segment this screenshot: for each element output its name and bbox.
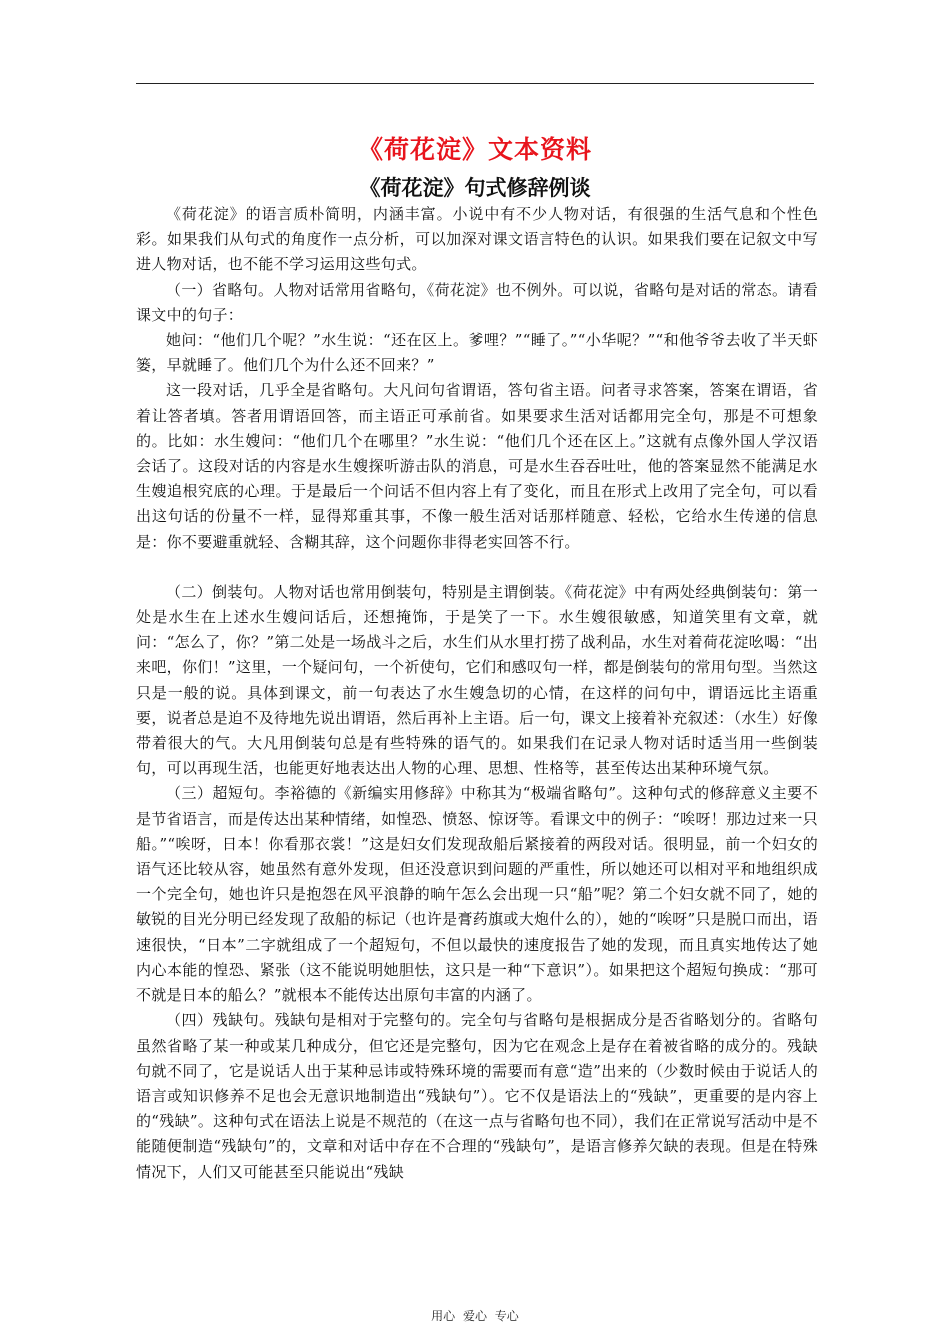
- document-title: 《荷花淀》文本资料: [357, 135, 592, 164]
- header-rule: [136, 83, 814, 84]
- paragraph-dialogue-quote: 她问：“他们几个呢？”水生说：“还在区上。爹哩？”“睡了。”“小华呢？”“和他爷爷去收了半天虾篓，早就睡了。他们几个为什么还不回来？”: [136, 331, 818, 375]
- article-body: [136, 202, 818, 1185]
- paragraph-ellipsis-sentence: （一）省略句。人物对话常用省略句，《荷花淀》也不例外。可以说，省略句是对话的常态。请看课文中的句子：: [136, 280, 818, 324]
- page-footer: 用心 爱心 专心: [431, 1309, 519, 1323]
- document-subtitle: 《荷花淀》句式修辞例谈: [359, 175, 591, 200]
- paragraph-ellipsis-analysis: 这一段对话，几乎全是省略句。大凡问句省谓语，答句省主语。问者寻求答案，答案在谓语，省着让答者填。答者用谓语回答，而主语正可承前省。如果要求生活对话都用完全句，那是不可想象的。比如：水生嫂问：“他们几个在哪里？”水生说：“他们几个还在区上。”这就有点像外国人学汉语会话了。这段对话的内容是水生嫂探听游击队的消息，可是水生吞吞吐吐，他的答案显然不能满足水生嫂追根究底的心理。于是最后一个问话不但内容上有了变化，而且在形式上改用了完全句，可以看出这句话的份量不一样，显得郑重其事，不像一般生活对话那样随意、轻松，它给水生传递的信息是：你不要避重就轻、含糊其辞，这个问题你非得老实回答不行。: [136, 381, 818, 551]
- paragraph-intro: 《荷花淀》的语言质朴简明，内涵丰富。小说中有不少人物对话，有很强的生活气息和个性色彩。如果我们从句式的角度作一点分析，可以加深对课文语言特色的认识。如果我们要在记叙文中写进人物对话，也不能不学习运用这些句式。: [136, 205, 818, 274]
- paragraph-short-sentence: （三）超短句。李裕德的《新编实用修辞》中称其为“极端省略句”。这种句式的修辞意义主要不是节省语言，而是传达出某种情绪，如惶恐、愤怒、惊讶等。看课文中的例子：“唉呀！那边过来一只船。”“唉呀，日本！你看那衣裳！”这是妇女们发现敌船后紧接着的两段对话。很明显，前一个妇女的语气还比较从容，她虽然有意外发现，但还没意识到问题的严重性，所以她还可以相对平和地组织成一个完全句，她也许只是抱怨在风平浪静的晌午怎么会出现一只“船”呢？第二个妇女就不同了，她的敏锐的目光分明已经发现了敌船的标记（也许是膏药旗或大炮什么的），她的“唉呀”只是脱口而出，语速很快，“日本”二字就组成了一个超短句，不但以最快的速度报告了她的发现，而且真实地传达了她内心本能的惶恐、紧张（这不能说明她胆怯，这只是一种“下意识”）。如果把这个超短句换成：“那可不就是日本的船么？”就根本不能传达出原句丰富的内涵了。: [136, 784, 818, 1005]
- paragraph-incomplete-sentence: （四）残缺句。残缺句是相对于完整句的。完全句与省略句是根据成分是否省略划分的。省略句虽然省略了某一种或某几种成分，但它还是完整句，因为它在观念上是存在着被省略的成分的。残缺句就不同了，它是说话人出于某种忌讳或特殊环境的需要而有意“造”出来的（少数时候由于说话人的语言或知识修养不足也会无意识地制造出“残缺句”）。它不仅是语法上的“残缺”，更重要的是内容上的“残缺”。这种句式在语法上说是不规范的（在这一点与省略句也不同），我们在正常说写活动中是不能随便制造“残缺句”的，文章和对话中存在不合理的“残缺句”，是语言修养欠缺的表现。但是在特殊情况下，人们又可能甚至只能说出“残缺: [136, 1011, 818, 1181]
- paragraph-inverted-sentence: （二）倒装句。人物对话也常用倒装句，特别是主谓倒装。《荷花淀》中有两处经典倒装句：第一处是水生在上述水生嫂问话后，还想掩饰，于是笑了一下。水生嫂很敏感，知道笑里有文章，就问：“怎么了，你？”第二处是一场战斗之后，水生们从水里打捞了战利品，水生对着荷花淀吆喝：“出来吧，你们！”这里，一个疑问句，一个祈使句，它们和感叹句一样，都是倒装句的常用句型。当然这只是一般的说。具体到课文，前一句表达了水生嫂急切的心情，在这样的问句中，谓语远比主语重要，说者总是迫不及待地先说出谓语，然后再补上主语。后一句，课文上接着补充叙述：（水生）好像带着很大的气。大凡用倒装句总是有些特殊的语气的。如果我们在记录人物对话时适当用一些倒装句，可以再现生活，也能更好地表达出人物的心理、思想、性格等，甚至传达出某种环境气氛。: [136, 582, 818, 778]
